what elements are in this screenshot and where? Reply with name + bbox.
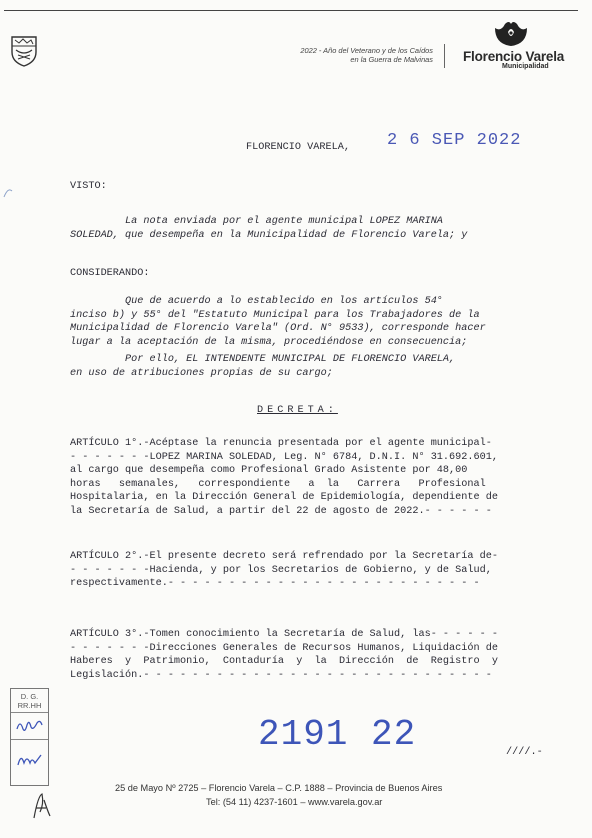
text-line: ARTÍCULO 2°.-El presente decreto será refrendado por la Secretaría de- xyxy=(70,551,498,562)
text-line: inciso b) y 55° del "Estatuto Municipal para los Trabajadores de la xyxy=(70,309,480,321)
text-line: Legislación.- - - - - - - - - - - - - - - - - - - - - - - - - - - - - xyxy=(70,669,492,681)
text-line: en uso de atribuciones propias de su cargo; xyxy=(70,367,333,379)
motto-line: 2022 - Año del Veterano y de los Caídos xyxy=(300,46,433,55)
text-line: Hospitalaria, en la Dirección General de Epidemiología, dependiente de xyxy=(70,492,498,503)
place-label: FLORENCIO VARELA, xyxy=(246,142,350,153)
text-line: - - - - - - -LOPEZ MARINA SOLEDAD, Leg. N° 6784, D.N.I. N° 31.692.601, xyxy=(70,451,498,463)
text-line: La nota enviada por el agente municipal LOPEZ MARINA xyxy=(70,216,443,227)
text-line: lugar a la aceptación de la misma, procediéndose en consecuencia; xyxy=(70,336,468,348)
top-rule xyxy=(4,10,578,11)
footer-contact: Tel: (54 11) 4237-1601 – www.varela.gov.ar xyxy=(206,797,383,807)
text-line: SOLEDAD, que desempeña en la Municipalidad de Florencio Varela; y xyxy=(70,229,468,241)
text-line: - - - - - - -Direcciones Generales de Recursos Humanos, Liquidación de xyxy=(70,642,498,654)
municipal-shield-icon xyxy=(10,34,38,68)
box-divider xyxy=(11,712,48,713)
box-divider xyxy=(11,739,48,740)
visto-heading: VISTO: xyxy=(70,181,107,192)
article-1 xyxy=(70,437,540,518)
text-line: respectivamente.- - - - - - - - - - - - - - - - - - - - - - - - - - xyxy=(70,578,480,589)
visto-paragraph xyxy=(70,215,540,242)
handwritten-signature-icon xyxy=(30,790,52,822)
decreta-heading: DECRETA: xyxy=(257,405,338,416)
box-label: D. G. xyxy=(20,692,39,701)
motto-line: en la Guerra de Malvinas xyxy=(350,55,433,64)
footer-address: 25 de Mayo Nº 2725 – Florencio Varela – C.P. 1888 – Provincia de Buenos Aires xyxy=(115,783,443,793)
text-line: - - - - - - -Hacienda, y por los Secretarios de Gobierno, y de Salud, xyxy=(70,564,492,576)
brand-name: Florencio Varela xyxy=(463,49,565,64)
text-line: ARTÍCULO 3°.-Tomen conocimiento la Secretaría de Salud, las- - - - - - xyxy=(70,629,498,640)
article-3 xyxy=(70,628,540,682)
continued-mark: ////.- xyxy=(506,747,543,758)
text-line: al cargo que desempeña como Profesional Grado Asistente por 48,00 xyxy=(70,465,468,476)
considerando-paragraph xyxy=(70,295,540,349)
header-divider xyxy=(444,44,445,68)
article-2 xyxy=(70,550,540,591)
initials-signature-icon xyxy=(15,751,45,769)
decree-number-stamp: 2191 22 xyxy=(258,714,417,755)
text-line: horas semanales, correspondiente a la Carrera Profesional xyxy=(70,478,486,490)
text-line: Municipalidad de Florencio Varela" (Ord. N° 9533), corresponde hacer xyxy=(70,323,486,334)
por-ello-paragraph xyxy=(70,353,540,380)
box-sublabel: RR.HH xyxy=(17,701,42,710)
date-stamp: 2 6 SEP 2022 xyxy=(387,131,522,150)
text-line: Por ello, EL INTENDENTE MUNICIPAL DE FLORENCIO VARELA, xyxy=(70,354,456,365)
text-line: ARTÍCULO 1°.-Acéptase la renuncia presentada por el agente municipal- xyxy=(70,438,492,449)
considerando-heading: CONSIDERANDO: xyxy=(70,268,150,279)
text-line: Haberes y Patrimonio, Contaduría y la Dirección de Registro y xyxy=(70,656,498,667)
header-motto xyxy=(253,46,433,64)
text-line: Que de acuerdo a lo establecido en los artículos 54° xyxy=(70,296,443,307)
florencio-varela-logo-icon xyxy=(491,18,531,48)
text-line: la Secretaría de Salud, a partir del 22 de agosto de 2022.- - - - - - xyxy=(70,505,492,517)
initials-signature-icon xyxy=(15,717,45,735)
brand-subtitle: Municipalidad xyxy=(502,63,549,70)
rrhh-initials-box xyxy=(10,688,49,786)
margin-mark-icon xyxy=(2,185,14,199)
